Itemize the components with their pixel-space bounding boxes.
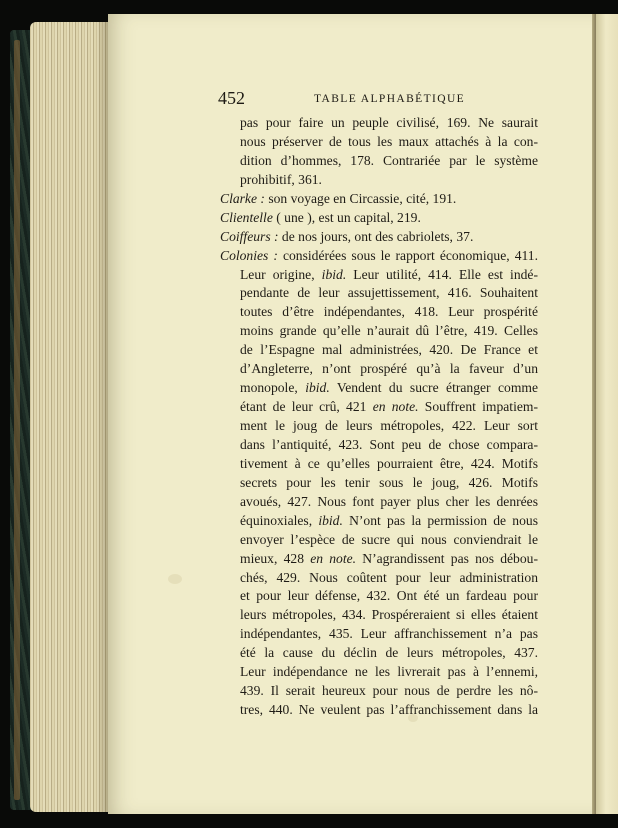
text-line [220, 682, 538, 701]
text-run: de l’Espagne mal administrées, 420. De France et [240, 342, 538, 358]
running-title: TABLE ALPHABÉTIQUE [314, 93, 466, 105]
italic-term: Clientelle [220, 209, 273, 225]
italic-term: ibid. [321, 266, 347, 282]
text-run: et pour leur défense, 432. Ont été un fardeau pour [240, 588, 538, 604]
text-run: considérées sous le rapport économique, 411. [277, 247, 538, 263]
text-line [220, 171, 538, 190]
text-run: ( une ), est un capital, 219. [272, 209, 421, 225]
text-line [220, 550, 538, 569]
italic-term: Coiffeurs : [220, 228, 279, 244]
text-line [220, 663, 538, 682]
text-line [220, 474, 538, 493]
text-line [220, 247, 538, 266]
text-run: tres, 440. Ne veulent pas l’affranchissement dans la [240, 702, 538, 718]
italic-term: ibid. [318, 512, 343, 528]
text-run: dans l’antiquité, 423. Sont peu de chose compara- [240, 436, 538, 452]
text-run: envoyer l’espèce de sucre qui nous conviendrait le [240, 531, 538, 547]
text-line [220, 133, 538, 152]
text-run: Leur indépendance ne les livrerait pas à l’ennemi, [240, 664, 538, 680]
text-run: étant de leur crû, 421 [240, 399, 373, 415]
text-run: pas pour faire un peuple civilisé, 169. Ne saurait [240, 115, 538, 130]
text-run: avoués, 427. Nous font payer plus cher les denrées [240, 493, 538, 509]
text-line [220, 228, 538, 247]
text-line [220, 266, 538, 285]
text-run: leurs métropoles, 434. Prospéreraient si elles étaient [240, 607, 538, 623]
text-run: pendante de leur assujettissement, 416. Souhaitent [240, 285, 538, 301]
italic-term: en note. [310, 550, 357, 566]
text-run: N’agrandissent pas nos débou- [356, 550, 538, 566]
text-run: N’ont pas la permission de nous [342, 512, 538, 528]
text-line [220, 360, 538, 379]
text-line [220, 284, 538, 303]
text-run: 439. Il serait heureux pour nous de perdre les nô- [240, 683, 538, 699]
text-run: Souffrent impatiem- [418, 399, 538, 415]
index-text [220, 114, 538, 720]
text-run: Vendent du sucre étranger comme [329, 380, 538, 396]
text-line [220, 493, 538, 512]
text-run: dition d’hommes, 178. Contrariée par le système [240, 152, 538, 168]
text-run: chés, 429. Nous coûtent pour leur administration [240, 569, 538, 585]
italic-term: en note. [372, 399, 419, 415]
text-line [220, 152, 538, 171]
text-run: Leur utilité, 414. Elle est indé- [346, 266, 538, 282]
text-line [220, 644, 538, 663]
text-line [220, 341, 538, 360]
facing-page-edge [596, 14, 618, 814]
page-number: 452 [218, 88, 245, 108]
cover-edge [14, 40, 20, 800]
text-line [220, 190, 538, 209]
text-line [220, 701, 538, 720]
text-run: prohibitif, 361. [240, 171, 322, 187]
text-line [220, 569, 538, 588]
text-line [220, 625, 538, 644]
text-run: indépendantes, 435. Leur affranchissement n’a pas [240, 626, 538, 642]
italic-term: ibid. [305, 380, 330, 396]
page-header [218, 88, 548, 110]
text-line [220, 114, 538, 133]
text-line [220, 379, 538, 398]
text-run: secrets pour les tenir sous le joug, 426. Motifs [240, 474, 538, 490]
text-line [220, 417, 538, 436]
foxing-spot [168, 574, 182, 584]
text-run: Leur origine, [240, 266, 322, 282]
text-run: été la cause du déclin de leurs métropoles, 437. [240, 645, 538, 661]
text-run: d’Angleterre, n’ont prospéré qu’à la faveur d’un [240, 361, 538, 377]
text-run: mieux, 428 [240, 550, 311, 566]
text-line [220, 512, 538, 531]
text-line [220, 436, 538, 455]
text-line [220, 209, 538, 228]
text-line [220, 531, 538, 550]
text-line [220, 322, 538, 341]
text-run: équinoxiales, [240, 512, 319, 528]
text-run: tivement à ce qu’elles pourraient être, 424. Motifs [240, 455, 538, 471]
text-run: son voyage en Circassie, cité, 191. [264, 190, 457, 206]
text-line [220, 398, 538, 417]
text-run: monopole, [240, 380, 306, 396]
italic-term: Clarke : [220, 190, 265, 206]
text-run: moins grande qu’elle n’aurait dû l’être, 419. Celles [240, 323, 538, 339]
text-run: de nos jours, ont des cabriolets, 37. [278, 228, 474, 244]
text-run: ment le joug de leurs métropoles, 422. Leur sort [240, 418, 538, 433]
text-line [220, 303, 538, 322]
text-line [220, 587, 538, 606]
text-line [220, 455, 538, 474]
text-run: nous préserver de tous les maux attachés à la con- [240, 133, 538, 149]
text-line [220, 606, 538, 625]
italic-term: Colonies : [220, 247, 278, 263]
text-run: toutes d’être indépendantes, 418. Leur prospérité [240, 304, 538, 320]
